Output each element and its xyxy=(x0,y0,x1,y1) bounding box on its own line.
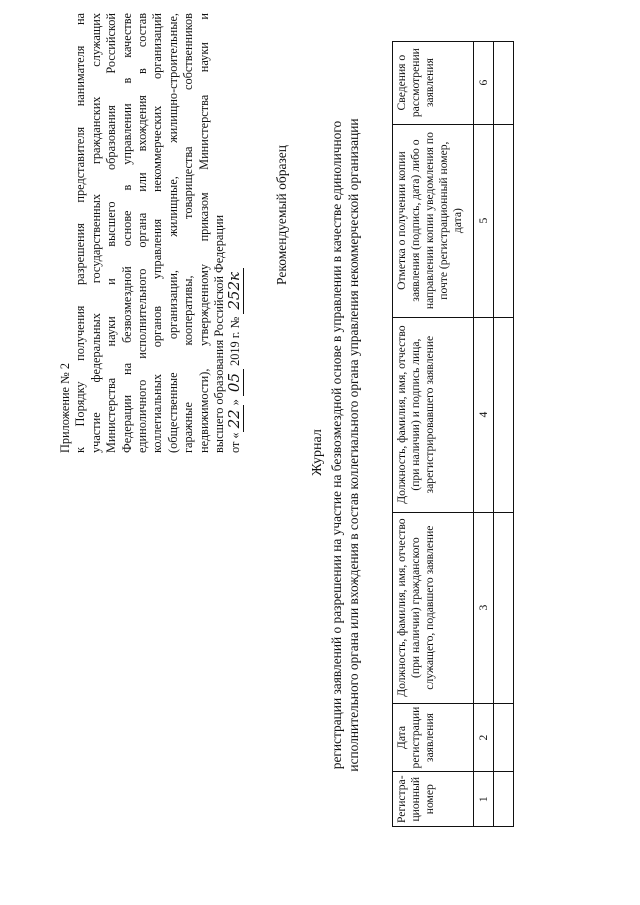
column-number: 3 xyxy=(474,512,494,703)
date-prefix: от « xyxy=(228,432,243,453)
table-header-row xyxy=(393,41,474,826)
appendix-line: Федерации на безвозмездной основе в управлении в качестве xyxy=(119,13,134,453)
empty-cell xyxy=(494,703,514,772)
empty-cell xyxy=(494,124,514,317)
empty-cell xyxy=(494,41,514,124)
header-registration-date: Дата регистрации заявления xyxy=(393,703,474,772)
date-year: 2019 г. № xyxy=(228,316,243,366)
column-number: 4 xyxy=(474,317,494,512)
table-empty-row xyxy=(494,41,514,826)
appendix-block xyxy=(58,13,244,453)
journal-subtitle xyxy=(328,15,362,875)
date-day-handwritten: 22 xyxy=(227,405,243,432)
header-copy-receipt: Отметка о получении копии заявления (подпись, дата) либо о направлении копии уведомления по почте (регистрационный номер, дата) xyxy=(393,124,474,317)
appendix-line: к Порядку получения разрешения представителя нанимателя на xyxy=(73,13,88,453)
order-date-line xyxy=(227,13,243,453)
date-month-handwritten: 05 xyxy=(227,369,243,396)
date-mid: » xyxy=(228,399,243,406)
appendix-line: гаражные кооперативы, товарищества собственников xyxy=(181,13,196,453)
recommended-sample-label: Рекомендуемый образец xyxy=(274,144,289,285)
journal-title: Журнал xyxy=(310,429,325,476)
journal-table xyxy=(392,41,514,827)
column-number: 1 xyxy=(474,772,494,827)
column-number: 2 xyxy=(474,703,494,772)
header-review-info: Сведения о рассмотрении заявления xyxy=(393,41,474,124)
journal-subtitle-line: исполнительного органа или вхождения в состав коллегиального органа управления некоммерческой организации xyxy=(346,118,361,772)
header-registration-number: Регистра-ционный номер xyxy=(393,772,474,827)
appendix-line: Министерства науки и высшего образования Российской xyxy=(104,13,119,453)
appendix-line: участие федеральных государственных гражданских служащих xyxy=(88,13,103,453)
order-number-handwritten: 252к xyxy=(227,268,243,314)
header-registrar: Должность, фамилия, имя, отчество (при наличии) и подпись лица, зарегистрировавшего заявление xyxy=(393,317,474,512)
empty-cell xyxy=(494,317,514,512)
appendix-line: (общественные организации, жилищные, жилищно-строительные, xyxy=(165,13,180,453)
empty-cell xyxy=(494,772,514,827)
appendix-title: Приложение № 2 xyxy=(58,362,72,453)
header-applicant: Должность, фамилия, имя, отчество (при наличии) гражданского служащего, подавшего заявление xyxy=(393,512,474,703)
appendix-line: единоличного исполнительного органа или вхождения в состав xyxy=(135,13,150,453)
column-number: 6 xyxy=(474,41,494,124)
journal-subtitle-line: регистрации заявлений о разрешении на участие на безвозмездной основе в управлении в качестве единоличного xyxy=(329,120,344,770)
appendix-line: недвижимости), утвержденному приказом Министерства науки и xyxy=(196,13,211,453)
appendix-line: высшего образования Российской Федерации xyxy=(212,214,227,453)
appendix-line: коллегиальных органов управления некоммерческих организаций xyxy=(150,13,165,453)
column-number: 5 xyxy=(474,124,494,317)
empty-cell xyxy=(494,512,514,703)
table-number-row xyxy=(474,41,494,826)
